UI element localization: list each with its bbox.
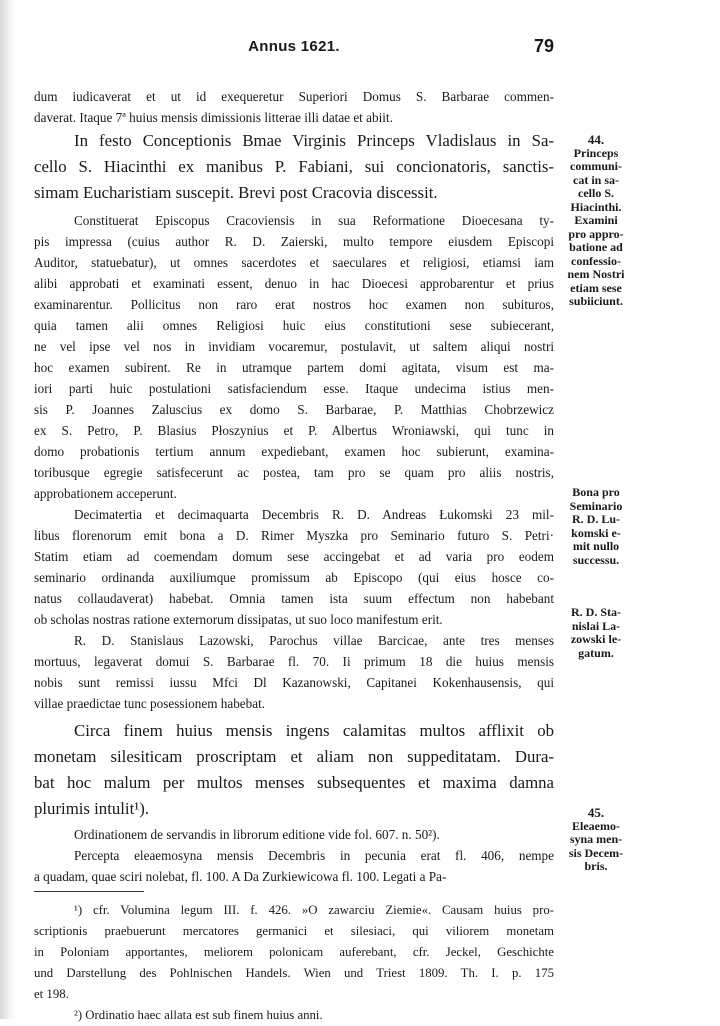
footnote-line: ²) Ordinatio haec allata est sub finem huius anni. bbox=[74, 1008, 323, 1022]
text-line: alibi approbati et examinati essent, denuo in hac Dioecesi approbarentur et prius bbox=[34, 276, 554, 291]
margin-note-number: 45. bbox=[587, 805, 605, 820]
text-line-large: cello S. Hiacinthi ex manibus P. Fabiani, sui concionatoris, sanctis- bbox=[34, 157, 554, 176]
text-line: a quadam, quae sciri nolebat, fl. 100. A Da Zurkiewicowa fl. 100. Legati a Pa- bbox=[34, 869, 447, 884]
text-line: quia tamen alii omnes Religiosi huic eius constitutioni sese subiecerant, bbox=[34, 318, 554, 333]
margin-note-line: communi- bbox=[570, 159, 622, 173]
text-line: ob scholas nostras ratione externorum dissipatas, ut suo loco manifestum erit. bbox=[34, 612, 443, 627]
text-line: mortuus, legaverat domui S. Barbarae fl. 70. Ii primum 18 die huius mensis bbox=[34, 654, 554, 669]
running-header bbox=[34, 38, 554, 62]
margin-note-line: Princeps bbox=[573, 145, 619, 160]
margin-note-line: cello S. bbox=[578, 186, 614, 200]
footnote-line: in Poloniam apportantes, meliorem polonicam auferebant, cfr. Jeckel, Geschichte bbox=[34, 945, 554, 959]
footnote-line: et 198. bbox=[34, 987, 69, 1001]
footnote-rule bbox=[34, 891, 144, 892]
margin-note-line: syna men- bbox=[569, 832, 623, 846]
header-title: Annus 1621. bbox=[248, 38, 340, 55]
text-line: Constituerat Episcopus Cracoviensis in sua Reformatione Dioecesana ty- bbox=[74, 213, 554, 228]
text-line: R. D. Stanislaus Lazowski, Parochus villae Barcicae, ante tres menses bbox=[74, 633, 554, 648]
margin-note-line: Bona pro bbox=[572, 485, 620, 499]
margin-note-45 bbox=[558, 806, 634, 874]
margin-note-line: Examini bbox=[574, 213, 618, 227]
text-line-large: In festo Conceptionis Bmae Virginis Princeps Vladislaus in Sa- bbox=[74, 131, 554, 150]
text-line: natus collaudaverat) habebat. Omnia tamen ista suum effectum non habebant bbox=[34, 591, 554, 606]
text-line: Decimatertia et decimaquarta Decembris R. D. Andreas Łukomski 23 mil- bbox=[74, 507, 554, 522]
text-line: approbationem acceperunt. bbox=[34, 486, 177, 501]
text-line: sis P. Joannes Zaluscius ex domo S. Barbarae, P. Matthias Chobrzewicz bbox=[34, 402, 554, 417]
page-number: 79 bbox=[533, 36, 554, 56]
margin-note-line: gatum. bbox=[578, 645, 614, 660]
text-line: Percepta eleaemosyna mensis Decembris in pecunia erat fl. 406, nempe bbox=[74, 848, 554, 863]
margin-note-line: Hiacinthi. bbox=[570, 199, 622, 214]
margin-note-line: nem Nostri bbox=[567, 267, 625, 281]
margin-note-bona bbox=[558, 486, 634, 567]
text-line: pis impressa (cuius author R. D. Zaierski, multo tempore eiusdem Episcopi bbox=[34, 234, 554, 249]
text-line: hoc examen subirent. Re in utramque partem domi agitata, visum est ma- bbox=[34, 360, 554, 375]
margin-note-line: R. D. Sta- bbox=[571, 605, 621, 619]
margin-note-line: confessio- bbox=[571, 253, 621, 268]
text-line: examinarentur. Pollicitus non raro erat nostros hoc examen non subituros, bbox=[34, 297, 554, 312]
margin-note-line: cat in sa- bbox=[573, 172, 619, 187]
text-line: dum iudicaverat et ut id exequeretur Superiori Domus S. Barbarae commen- bbox=[34, 89, 554, 104]
margin-note-line: batione ad bbox=[569, 240, 623, 254]
text-line: Statim etiam ad coemendam domum sese accingebat et ad varia pro eodem bbox=[34, 549, 554, 564]
text-line-large: simam Eucharistiam suscepit. Brevi post Cracovia discessit. bbox=[34, 183, 438, 202]
text-line: Auditor, statuebatur), ut omnes sacerdotes et saeculares et religiosi, etiamsi iam bbox=[34, 255, 554, 270]
margin-note-line: mit nullo bbox=[572, 539, 620, 553]
margin-note-line: subiiciunt. bbox=[569, 294, 623, 308]
margin-note-line: etiam sese bbox=[570, 280, 622, 295]
footnote-line: ¹) cfr. Volumina legum III. f. 426. »O zawarciu Ziemie«. Causam huius pro- bbox=[74, 903, 554, 917]
page-edge-shadow bbox=[0, 0, 16, 1019]
text-line-large: Circa finem huius mensis ingens calamitas multos afflixit ob bbox=[74, 721, 554, 740]
text-line: daverat. Itaque 7ª huius mensis dimissionis litterae illi datae et abiit. bbox=[34, 110, 393, 125]
footnotes bbox=[34, 900, 554, 1026]
text-line: Ordinationem de servandis in librorum editione vide fol. 607. n. 50²). bbox=[74, 827, 440, 842]
text-line-large: bat hoc malum per multos menses subsequentes et maxima damna bbox=[34, 773, 554, 792]
footnote-line: und Darstellung des Pohlnischen Handels. Wien und Triest 1809. Th. I. p. 175 bbox=[34, 966, 554, 980]
margin-note-line: komski e- bbox=[571, 525, 621, 540]
margin-note-line: pro appro- bbox=[568, 226, 624, 241]
text-line: domo probationis tertium annum expediebant, examen hoc subierunt, examina- bbox=[34, 444, 554, 459]
text-line: toribusque egregie satisfecerunt ac postea, tam pro se quam pro aliis nostris, bbox=[34, 465, 554, 480]
margin-note-line: nislai La- bbox=[571, 618, 621, 633]
text-line-large: monetam silesiticam proscriptam et aliam non suppeditatam. Dura- bbox=[34, 747, 554, 766]
text-line: ex S. Petro, P. Blasius Płoszynius et P. Albertus Wroniawski, qui tunc in bbox=[34, 423, 554, 438]
text-line: libus florenorum emit bona a D. Rimer Myszka pro Seminario futuro S. Petri· bbox=[34, 528, 554, 543]
margin-note-line: bris. bbox=[584, 859, 608, 873]
margin-note-line: sis Decem- bbox=[568, 845, 624, 860]
margin-note-44 bbox=[558, 133, 634, 309]
text-line: seminario ordinanda auxiliumque promissum ab Episcopo (qui eius hosce co- bbox=[34, 570, 554, 585]
main-text bbox=[34, 86, 554, 1026]
margin-note-legatum bbox=[558, 606, 634, 660]
text-line: ne vel ipse vel nos in invidiam vocaremur, postulavit, ut saltem aliqui nostri bbox=[34, 339, 554, 354]
text-line: villae praedictae tunc posessionem habebat. bbox=[34, 696, 266, 711]
text-line-large: plurimis intulit¹). bbox=[34, 799, 150, 818]
text-line: nobis sunt remissi iussu Mfci Dl Kazanowski, Capitanei Kokenhausensis, qui bbox=[34, 675, 554, 690]
margin-note-line: successu. bbox=[572, 552, 620, 567]
margin-note-line: zowski le- bbox=[570, 632, 622, 646]
text-line: iori parti huic postulationi satisfaciendum esse. Itaque undecima istius men- bbox=[34, 381, 554, 396]
margin-note-line: Eleaemo- bbox=[572, 818, 620, 833]
margin-note-line: R. D. Lu- bbox=[571, 512, 620, 526]
margin-note-line: Seminario bbox=[569, 498, 623, 513]
footnote-line: scriptionis praebuerunt mercatores germanici et silesiaci, qui viliorem monetam bbox=[34, 924, 554, 938]
margin-note-number: 44. bbox=[587, 132, 605, 147]
